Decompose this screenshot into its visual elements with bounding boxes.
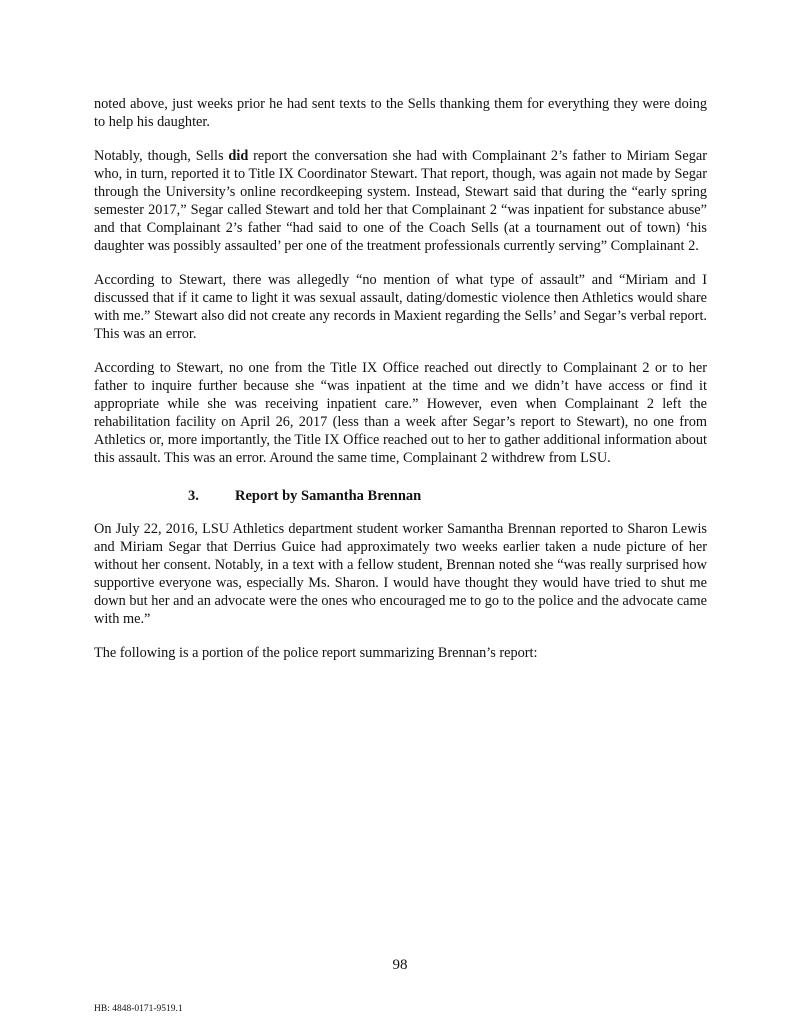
document-body — [94, 95, 707, 662]
paragraph-6: The following is a portion of the police report summarizing Brennan’s report: — [94, 645, 538, 661]
paragraph-2-start: Notably, though, Sells — [94, 148, 229, 164]
paragraph-5: On July 22, 2016, LSU Athletics department student worker Samantha Brennan reported to Sharon Lewis and Miriam Segar that Derrius Guice had approximately two weeks earlier taken a nude picture of her without her consent. Notably, in a text with a fellow student, Brennan noted she “was really surprised how supportive everyone was, especially Ms. Sharon. I would have thought they would have tried to shut me down but her and an advocate were the ones who encouraged me to go to the police and the advocate came with me.” — [94, 521, 707, 627]
paragraph-4: According to Stewart, no one from the Title IX Office reached out directly to Complainant 2 or to her father to inquire further because she “was inpatient at the time and we didn’t have access or find it appropriate while she was receiving inpatient care.” However, even when Complainant 2 left the rehabilitation facility on April 26, 2017 (less than a week after Segar’s report to Stewart), no one from Athletics or, more importantly, the Title IX Office reached out to her to gather additional information about this assault. This was an error. Around the same time, Complainant 2 withdrew from LSU. — [94, 360, 707, 466]
paragraph-2-emphasis: did — [228, 148, 249, 164]
section-heading — [188, 487, 707, 505]
paragraph-3: According to Stewart, there was allegedly “no mention of what type of assault” and “Miriam and I discussed that if it came to light it was sexual assault, dating/domestic violence then Athletics would share with me.” Stewart also did not create any records in Maxient regarding the Sells’ and Segar’s verbal report. This was an error. — [94, 272, 707, 342]
paragraph-2-rest: report the conversation she had with Complainant 2’s father to Miriam Segar who, in turn, reported it to Title IX Coordinator Stewart. That report, though, was again not made by Segar through the University’s online recordkeeping system. Instead, Stewart said that during the “early spring semester 2017,” Segar called Stewart and told her that Complainant 2 “was inpatient for substance abuse” and that Complainant 2’s father “had said to one of the Coach Sells (at a tournament out of town) ‘his daughter was possibly assaulted’ per one of the treatment professionals currently serving” Complainant 2. — [94, 148, 707, 254]
page-number: 98 — [392, 957, 408, 973]
section-title: Report by Samantha Brennan — [235, 488, 422, 504]
paragraph-2 — [94, 147, 707, 255]
section-number: 3. — [188, 488, 199, 504]
document-id: HB: 4848-0171-9519.1 — [94, 1004, 183, 1014]
paragraph-1: noted above, just weeks prior he had sent texts to the Sells thanking them for everything they were doing to help his daughter. — [94, 96, 707, 130]
